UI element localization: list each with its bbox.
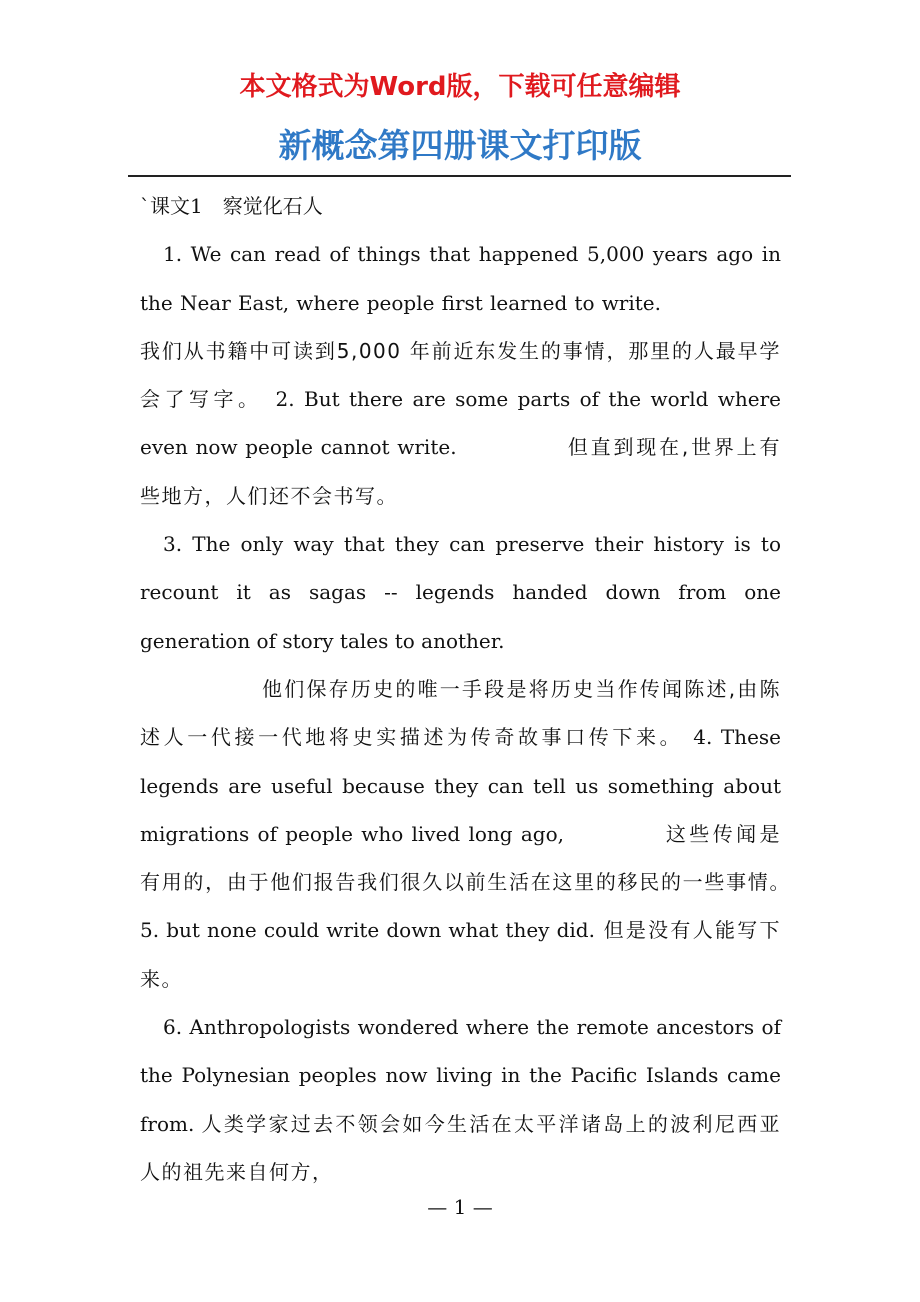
- paragraph-3-en: 3. The only way that they can preserve their history is to recount it as sagas -- legends handed down from one generation of story tales to another.: [140, 532, 781, 653]
- paragraph-1: [140, 230, 781, 520]
- sentence-1-en: 1. We can read of things that happened 5,000 years ago in the Near East, where people first learned to write.: [140, 242, 781, 315]
- sentence-5-en: 5. but none could write down what they did.: [140, 918, 595, 943]
- title-divider: [128, 175, 791, 177]
- lesson-heading: `课文1 察觉化石人: [140, 194, 323, 218]
- sentence-5-zh: 但是没有人能写下来。: [140, 918, 782, 991]
- page-number: — 1 —: [427, 1195, 493, 1219]
- paragraph-3-zh: [140, 665, 781, 1003]
- sentence-4-en: 4. These legends are useful because they can tell us something about migrations of people who lived long ago,: [140, 725, 781, 846]
- sentence-4-zh: 这些传闻是有用的，由于他们报告我们很久以前生活在这里的移民的一些事情。: [140, 821, 782, 895]
- document-title: 新概念第四册课文打印版: [278, 126, 642, 165]
- sentence-6-zh: 人类学家过去不领会如今生活在太平洋诸岛上的波利尼西亚人的祖先来自何方，: [140, 1111, 782, 1184]
- sentence-2-en: 2. But there are some parts of the world where even now people cannot write.: [140, 387, 782, 460]
- sentence-6-en: 6. Anthropologists wondered where the remote ancestors of the Polynesian peoples now living in the Pacific Islands came from.: [140, 1015, 781, 1136]
- document-body: [140, 182, 781, 1196]
- sentence-1-zh: 我们从书籍中可读到5,000 年前近东发生的事情，那里的人最早学会了写字。: [140, 338, 781, 412]
- sentence-2-zh: 但直到现在,世界上有些地方，人们还不会书写。: [140, 435, 781, 508]
- download-banner: 本文格式为Word版，下载可任意编辑: [239, 72, 681, 102]
- sentence-3-zh: 他们保存历史的唯一手段是将历史当作传闻陈述,由陈述人一代接一代地将史实描述为传奇故事口传下来。: [140, 676, 781, 750]
- paragraph-6: [140, 1003, 781, 1196]
